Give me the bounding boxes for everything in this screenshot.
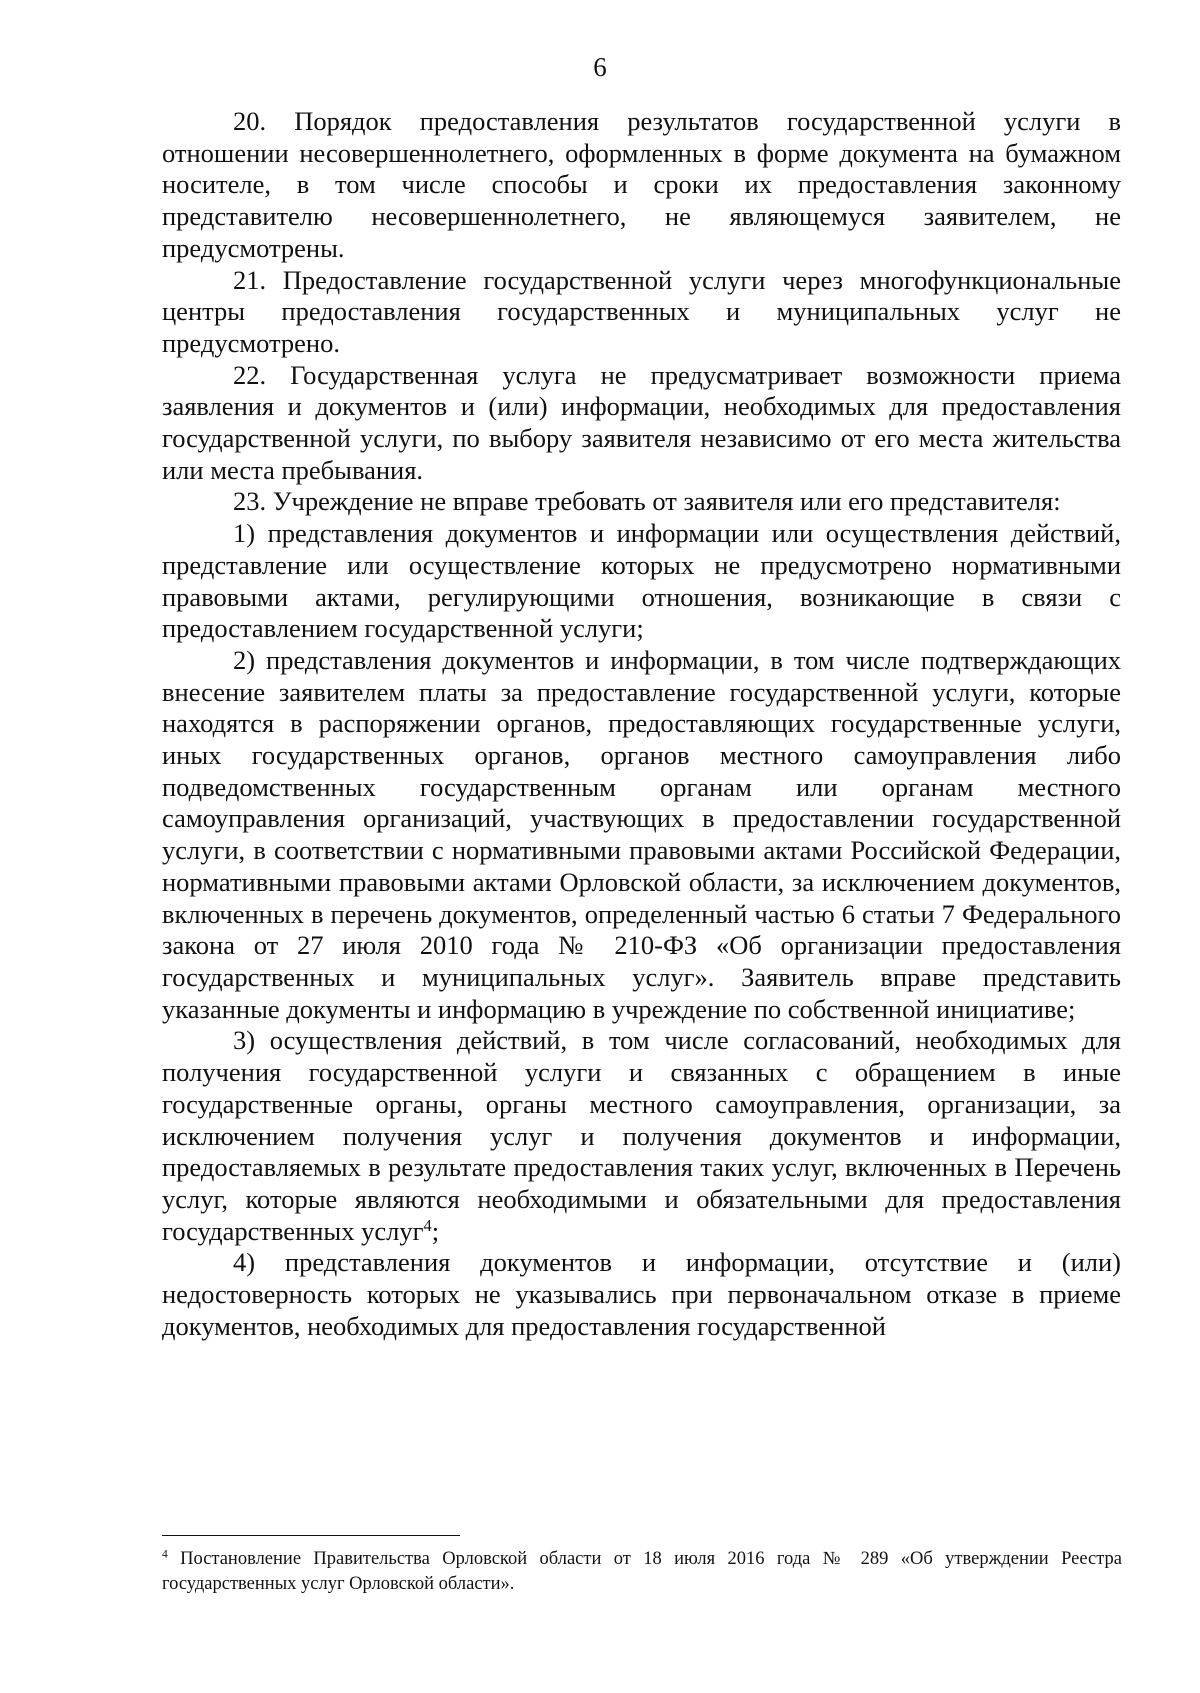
- footnote-marker: 4: [162, 1548, 168, 1561]
- list-item-3-end: ;: [431, 1215, 440, 1246]
- paragraph-22: 22. Государственная услуга не предусматривает возможности приема заявления и документов и (или) информации, необходимых для предоставления государственной услуги, по выбору заявителя независимо от его места жительства или места пребывания.: [162, 359, 1121, 485]
- page-number: 6: [593, 52, 607, 82]
- paragraph-20: 20. Порядок предоставления результатов государственной услуги в отношении несовершеннолетнего, оформленных в форме документа на бумажном носителе, в том числе способы и сроки их предоставления законному представителю несовершеннолетнего, не являющемуся заявителем, не предусмотрены.: [162, 106, 1121, 263]
- body-text: [162, 106, 1121, 1342]
- list-item-2: 2) представления документов и информации, в том числе подтверждающих внесение заявителем платы за предоставление государственной услуги, которые находятся в распоряжении органов, предоставляющих государственные услуги, иных государственных органов, органов местного самоуправления либо подведомственных государственным органам или органам местного самоуправления организаций, участвующих в предоставлении государственной услуги, в соответствии с нормативными правовыми актами Российской Федерации, нормативными правовыми актами Орловской области, за исключением документов, включенных в перечень документов, определенный частью 6 статьи 7 Федерального закона от 27 июля 2010 года № 210-ФЗ «Об организации предоставления государственных и муниципальных услуг». Заявитель вправе представить указанные документы и информацию в учреждение по собственной инициативе;: [162, 644, 1121, 1024]
- list-item-4: 4) представления документов и информации, отсутствие и (или) недостоверность которых не указывались при первоначальном отказе в приеме документов, необходимых для предоставления государственной: [162, 1247, 1121, 1341]
- paragraph-21: 21. Предоставление государственной услуги через многофункциональные центры предоставления государственных и муниципальных услуг не предусмотрено.: [162, 264, 1121, 358]
- footnote-text: Постановление Правительства Орловской области от 18 июля 2016 года № 289 «Об утверждении Реестра государственных услуг Орловской области».: [162, 1549, 1122, 1594]
- footnote-reference: 4: [423, 1215, 432, 1235]
- paragraph-23: 23. Учреждение не вправе требовать от заявителя или его представителя:: [233, 486, 1061, 517]
- list-item-1: 1) представления документов и информации или осуществления действий, представление или осуществление которых не предусмотрено нормативными правовыми актами, регулирующими отношения, возникающие в связи с предоставлением государственной услуги;: [162, 518, 1121, 644]
- list-item-3-text: 3) осуществления действий, в том числе согласований, необходимых для получения государственной услуги и связанных с обращением в иные государственные органы, органы местного самоуправления, организации, за исключением получения услуг и получения документов и информации, предоставляемых в результате предоставления таких услуг, включенных в Перечень услуг, которые являются необходимыми и обязательными для предоставления государственных услуг: [162, 1025, 1121, 1246]
- list-item-3: [162, 1025, 1121, 1247]
- footnote-divider: [162, 1535, 460, 1536]
- footnote: [162, 1547, 1122, 1597]
